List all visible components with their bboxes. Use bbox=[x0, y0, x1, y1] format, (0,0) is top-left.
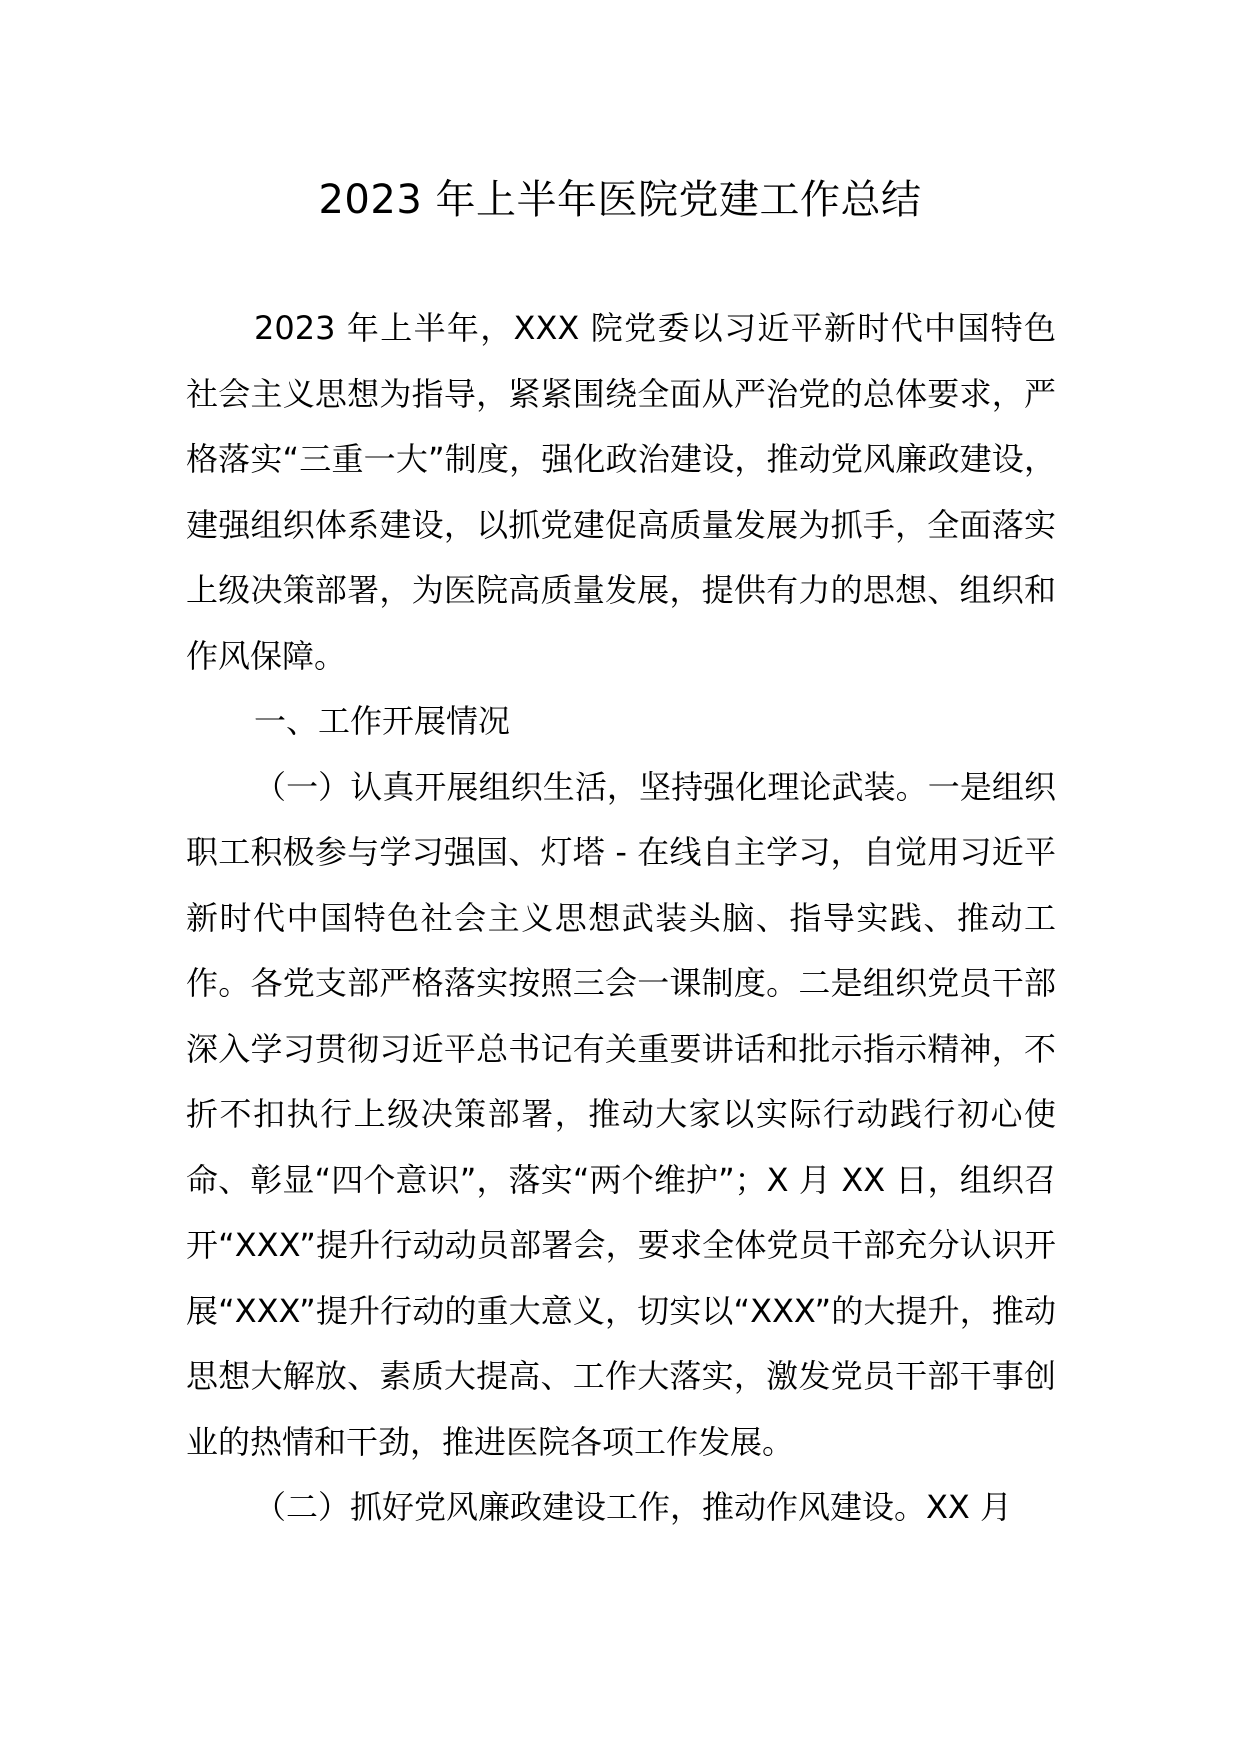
intro-paragraph: 2023 年上半年，XXX 院党委以习近平新时代中国特色社会主义思想为指导，紧紧围绕全面从严治党的总体要求，严格落实“三重一大”制度，强化政治建设，推动党风廉政建设，建强组织体系建设，以抓党建促高质量发展为抓手，全面落实上级决策部署，为医院高质量发展，提供有力的思想、组织和作风保障。 bbox=[186, 309, 1056, 675]
section-paragraph-2: （二）抓好党风廉政建设工作，推动作风建设。XX 月 bbox=[254, 1488, 1013, 1526]
document-body bbox=[186, 296, 1056, 1541]
section-paragraph-1: （一）认真开展组织生活，坚持强化理论武装。一是组织职工积极参与学习强国、灯塔 - 在线自主学习，自觉用习近平新时代中国特色社会主义思想武装头脑、指导实践、推动工作。各党支部严格落实按照三会一课制度。二是组织党员干部深入学习贯彻习近平总书记有关重要讲话和批示指示精神，不折不扣执行上级决策部署，推动大家以实际行动践行初心使命、彰显“四个意识”，落实“两个维护”；X 月 XX 日，组织召开“XXX”提升行动动员部署会，要求全体党员干部充分认识开展“XXX”提升行动的重大意义，切实以“XXX”的大提升，推动思想大解放、素质大提高、工作大落实，激发党员干部干事创业的热情和干劲，推进医院各项工作发展。 bbox=[186, 767, 1056, 1461]
section-heading: 一、工作开展情况 bbox=[254, 702, 511, 740]
document-title: 2023 年上半年医院党建工作总结 bbox=[318, 177, 922, 223]
